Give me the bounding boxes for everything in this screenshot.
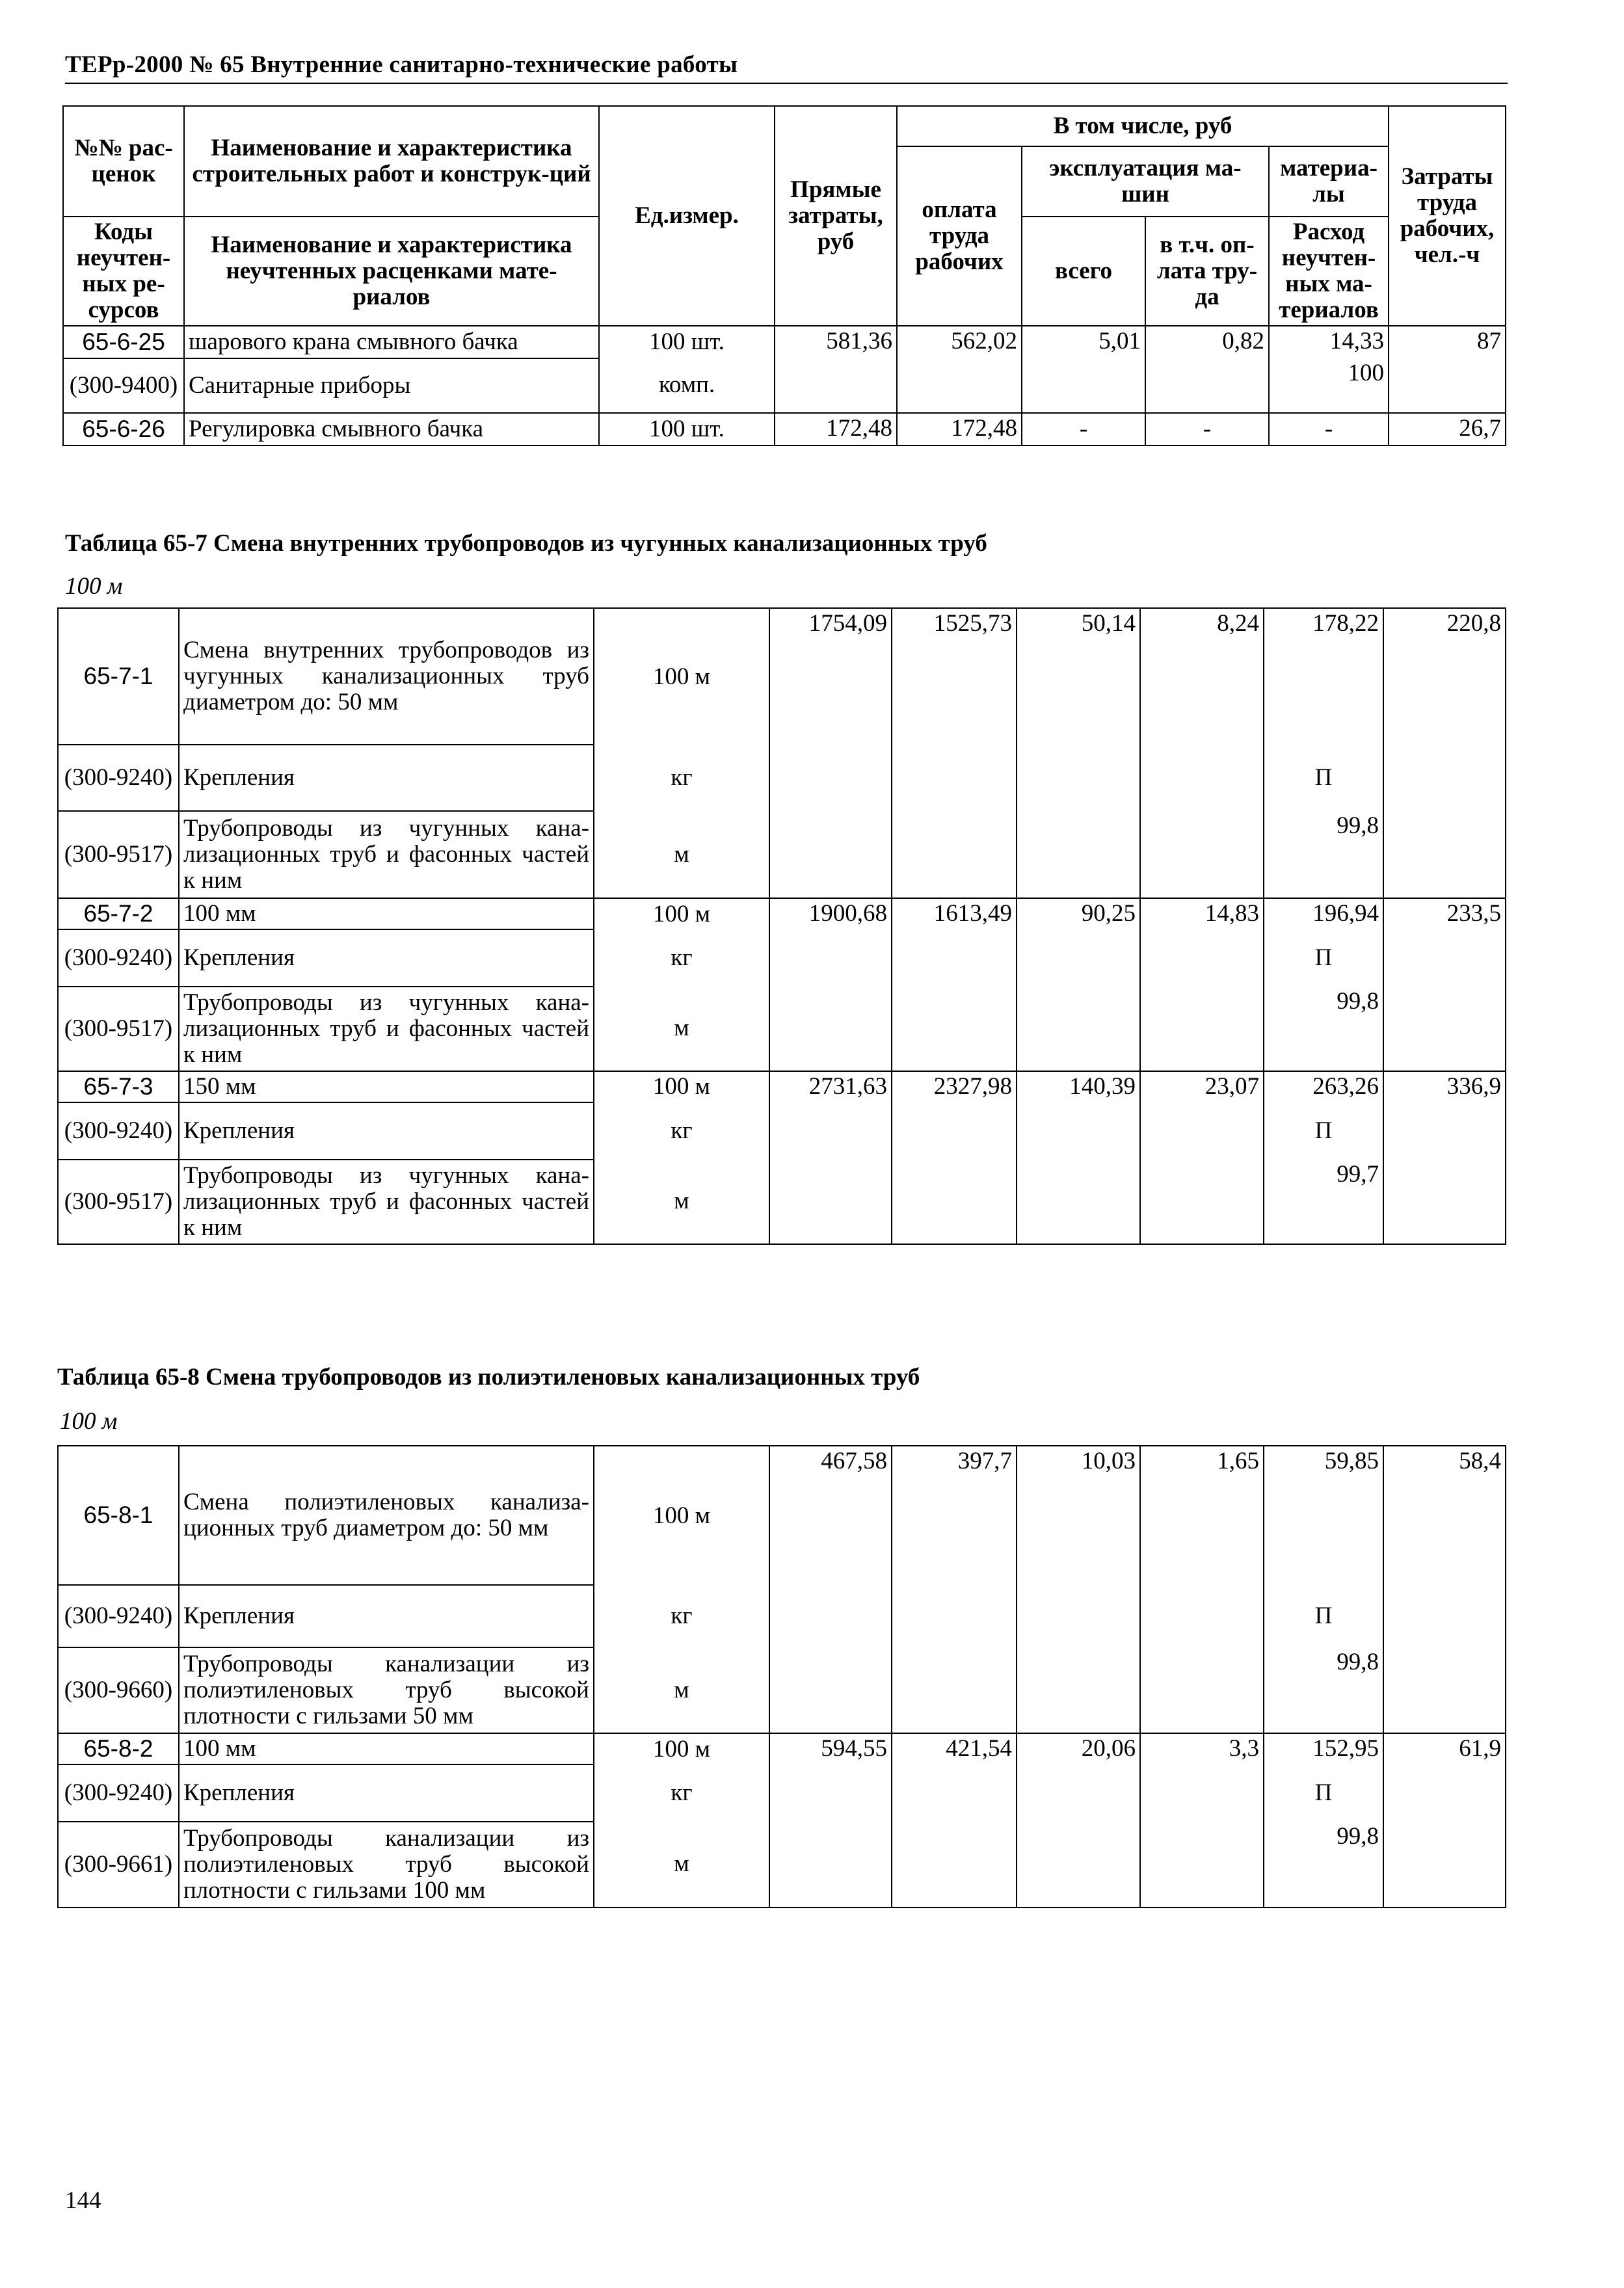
cell-wages: 397,7 xyxy=(892,1446,1017,1585)
table-row xyxy=(58,1822,1506,1908)
cell-labor: 233,5 xyxy=(1383,898,1506,929)
cell-mat: П xyxy=(1264,1764,1383,1822)
cell-machw: - xyxy=(1145,413,1269,446)
header-wages: оплата труда рабочих xyxy=(897,146,1022,326)
table-row xyxy=(58,929,1506,987)
table-row xyxy=(58,745,1506,811)
cell-unit: 100 шт. xyxy=(599,326,775,358)
cell-wages xyxy=(892,1160,1017,1244)
page-number: 144 xyxy=(65,2187,101,2214)
cell-name: Трубопроводы из чугунных кана-лизационных труб и фасонных частей к ним xyxy=(179,811,594,898)
cell-unit: комп. xyxy=(599,358,775,413)
cell-wages xyxy=(892,811,1017,898)
cell-name: Регулировка смывного бачка xyxy=(184,413,599,446)
table-caption-65-7: Таблица 65-7 Смена внутренних трубопроводов из чугунных канализационных труб xyxy=(65,530,987,557)
cell-name: Трубопроводы канализации из полиэтиленовых труб высокой плотности с гильзами 100 мм xyxy=(179,1822,594,1908)
cell-mach: 10,03 xyxy=(1017,1446,1140,1585)
cell-machw: 23,07 xyxy=(1140,1071,1264,1102)
cell-unit: 100 м xyxy=(594,608,769,745)
cell-machw: 3,3 xyxy=(1140,1733,1264,1764)
cell-mach: 50,14 xyxy=(1017,608,1140,745)
header-code: №№ рас-ценок xyxy=(63,106,184,217)
cell-unit: 100 шт. xyxy=(599,413,775,446)
cell-name: 100 мм xyxy=(179,1733,594,1764)
cell-labor xyxy=(1383,1585,1506,1647)
cell-machw xyxy=(1140,1647,1264,1733)
cell-direct xyxy=(769,811,892,898)
cell-code: (300-9517) xyxy=(58,987,179,1071)
cell-code: (300-9517) xyxy=(58,811,179,898)
cell-direct xyxy=(769,1647,892,1733)
table-row xyxy=(58,811,1506,898)
rates-table-65-8 xyxy=(57,1445,1506,1908)
cell-direct xyxy=(769,1585,892,1647)
cell-name: Трубопроводы канализации из полиэтиленовых труб высокой плотности с гильзами 50 мм xyxy=(179,1647,594,1733)
cell-name: Крепления xyxy=(179,1764,594,1822)
cell-mat: 178,22 xyxy=(1264,608,1383,745)
cell-mat: 152,95 xyxy=(1264,1733,1383,1764)
cell-mat: 59,85 xyxy=(1264,1446,1383,1585)
table-row xyxy=(63,358,1506,413)
table-row xyxy=(58,1446,1506,1585)
cell-machw: 0,82 xyxy=(1145,326,1269,358)
header-direct-costs: Прямые затраты, руб xyxy=(775,106,897,326)
table-row xyxy=(58,1160,1506,1244)
cell-direct: 594,55 xyxy=(769,1733,892,1764)
cell-name: Смена полиэтиленовых канализа-ционных труб диаметром до: 50 мм xyxy=(179,1446,594,1585)
cell-mat: 196,94 xyxy=(1264,898,1383,929)
table-caption-65-8: Таблица 65-8 Смена трубопроводов из полиэтиленовых канализационных труб xyxy=(57,1364,920,1390)
cell-labor xyxy=(1383,1764,1506,1822)
cell-direct: 2731,63 xyxy=(769,1071,892,1102)
cell-machw xyxy=(1140,987,1264,1071)
cell-code: 65-7-1 xyxy=(58,608,179,745)
cell-direct: 581,36 xyxy=(775,326,897,358)
cell-machw xyxy=(1140,1585,1264,1647)
cell-unit: 100 м xyxy=(594,1071,769,1102)
cell-name: Крепления xyxy=(179,745,594,811)
cell-direct xyxy=(769,1102,892,1160)
cell-direct xyxy=(775,358,897,413)
cell-mat: 100 xyxy=(1269,358,1389,413)
cell-direct xyxy=(769,745,892,811)
cell-code: 65-7-2 xyxy=(58,898,179,929)
cell-mach xyxy=(1017,1647,1140,1733)
cell-wages xyxy=(892,745,1017,811)
cell-unit: 100 м xyxy=(594,1446,769,1585)
cell-mat: 99,7 xyxy=(1264,1160,1383,1244)
header-machines-wages: в т.ч. оп-лата тру-да xyxy=(1145,217,1269,326)
cell-mat: П xyxy=(1264,1102,1383,1160)
page-title: ТЕРр-2000 № 65 Внутренние санитарно-технические работы xyxy=(65,51,1508,84)
cell-name: Трубопроводы из чугунных кана-лизационных труб и фасонных частей к ним xyxy=(179,987,594,1071)
cell-machw: 14,83 xyxy=(1140,898,1264,929)
cell-mat: 99,8 xyxy=(1264,1822,1383,1908)
cell-machw xyxy=(1140,811,1264,898)
table-row xyxy=(58,1733,1506,1764)
cell-mach: 20,06 xyxy=(1017,1733,1140,1764)
cell-direct xyxy=(769,987,892,1071)
header-unaccounted-materials: Расход неучтен-ных ма-териалов xyxy=(1269,217,1389,326)
cell-labor: 26,7 xyxy=(1389,413,1506,446)
cell-labor xyxy=(1389,358,1506,413)
cell-labor: 58,4 xyxy=(1383,1446,1506,1585)
cell-labor: 87 xyxy=(1389,326,1506,358)
cell-direct xyxy=(769,1822,892,1908)
cell-mach: 140,39 xyxy=(1017,1071,1140,1102)
cell-mat: П xyxy=(1264,1585,1383,1647)
table-row xyxy=(58,898,1506,929)
cell-name: Крепления xyxy=(179,1585,594,1647)
table-unit-65-7: 100 м xyxy=(65,573,123,600)
header-resource-name: Наименование и характеристика неучтенных расценками мате-риалов xyxy=(184,217,599,326)
cell-mat: 14,33 xyxy=(1269,326,1389,358)
table-row xyxy=(58,1585,1506,1647)
header-machines-total: всего xyxy=(1022,217,1145,326)
table-row xyxy=(58,608,1506,745)
cell-wages: 1525,73 xyxy=(892,608,1017,745)
cell-labor xyxy=(1383,1822,1506,1908)
cell-name: Крепления xyxy=(179,1102,594,1160)
cell-wages xyxy=(892,1102,1017,1160)
header-unit: Ед.измер. xyxy=(599,106,775,326)
cell-labor xyxy=(1383,1160,1506,1244)
table-row xyxy=(58,987,1506,1071)
table-row xyxy=(58,1647,1506,1733)
cell-labor: 220,8 xyxy=(1383,608,1506,745)
cell-labor: 336,9 xyxy=(1383,1071,1506,1102)
cell-mach xyxy=(1017,1160,1140,1244)
cell-name: Санитарные приборы xyxy=(184,358,599,413)
cell-mat: П xyxy=(1264,745,1383,811)
cell-wages: 2327,98 xyxy=(892,1071,1017,1102)
cell-unit: кг xyxy=(594,929,769,987)
cell-wages xyxy=(897,358,1022,413)
cell-name: 150 мм xyxy=(179,1071,594,1102)
cell-wages xyxy=(892,1764,1017,1822)
cell-wages: 562,02 xyxy=(897,326,1022,358)
cell-name: шарового крана смывного бачка xyxy=(184,326,599,358)
cell-code: 65-6-25 xyxy=(63,326,184,358)
cell-unit: кг xyxy=(594,1764,769,1822)
rates-table-65-6 xyxy=(62,105,1506,446)
cell-machw xyxy=(1140,1822,1264,1908)
cell-mat: 99,8 xyxy=(1264,1647,1383,1733)
cell-unit: м xyxy=(594,1647,769,1733)
cell-mach xyxy=(1017,745,1140,811)
cell-mach: - xyxy=(1022,413,1145,446)
cell-direct: 1754,09 xyxy=(769,608,892,745)
header-resource-code: Коды неучтен-ных ре-сурсов xyxy=(63,217,184,326)
cell-name: 100 мм xyxy=(179,898,594,929)
header-name: Наименование и характеристика строительных работ и конструк-ций xyxy=(184,106,599,217)
cell-name: Трубопроводы из чугунных кана-лизационных труб и фасонных частей к ним xyxy=(179,1160,594,1244)
table-row xyxy=(58,1764,1506,1822)
cell-direct: 172,48 xyxy=(775,413,897,446)
cell-unit: кг xyxy=(594,745,769,811)
cell-direct: 467,58 xyxy=(769,1446,892,1585)
cell-labor xyxy=(1383,745,1506,811)
cell-mat: - xyxy=(1269,413,1389,446)
cell-direct xyxy=(769,1764,892,1822)
cell-unit: кг xyxy=(594,1102,769,1160)
cell-code: (300-9240) xyxy=(58,929,179,987)
cell-labor xyxy=(1383,1102,1506,1160)
cell-name: Крепления xyxy=(179,929,594,987)
table-row xyxy=(63,413,1506,446)
cell-unit: м xyxy=(594,1160,769,1244)
cell-code: (300-9517) xyxy=(58,1160,179,1244)
table-unit-65-8: 100 м xyxy=(60,1408,118,1435)
cell-code: 65-8-2 xyxy=(58,1733,179,1764)
cell-wages xyxy=(892,1647,1017,1733)
cell-code: (300-9400) xyxy=(63,358,184,413)
cell-machw xyxy=(1140,745,1264,811)
cell-mach xyxy=(1017,1585,1140,1647)
cell-machw xyxy=(1140,1102,1264,1160)
cell-code: 65-8-1 xyxy=(58,1446,179,1585)
cell-unit: кг xyxy=(594,1585,769,1647)
cell-unit: м xyxy=(594,1822,769,1908)
rates-table-65-7 xyxy=(57,607,1506,1245)
cell-machw: 1,65 xyxy=(1140,1446,1264,1585)
cell-mat: 99,8 xyxy=(1264,811,1383,898)
cell-unit: м xyxy=(594,987,769,1071)
cell-code: 65-6-26 xyxy=(63,413,184,446)
cell-machw xyxy=(1140,1160,1264,1244)
cell-mach xyxy=(1017,1764,1140,1822)
cell-labor xyxy=(1383,929,1506,987)
cell-direct: 1900,68 xyxy=(769,898,892,929)
cell-labor xyxy=(1383,811,1506,898)
cell-direct xyxy=(769,1160,892,1244)
cell-mat: 263,26 xyxy=(1264,1071,1383,1102)
cell-code: (300-9240) xyxy=(58,745,179,811)
cell-code: (300-9240) xyxy=(58,1102,179,1160)
cell-mach xyxy=(1017,1102,1140,1160)
cell-mach xyxy=(1017,987,1140,1071)
cell-labor xyxy=(1383,987,1506,1071)
cell-machw: 8,24 xyxy=(1140,608,1264,745)
cell-code: (300-9660) xyxy=(58,1647,179,1733)
cell-labor xyxy=(1383,1647,1506,1733)
cell-wages: 1613,49 xyxy=(892,898,1017,929)
cell-mach xyxy=(1017,1822,1140,1908)
cell-code: (300-9240) xyxy=(58,1764,179,1822)
table-row xyxy=(58,1071,1506,1102)
cell-wages xyxy=(892,1822,1017,1908)
header-including: В том числе, руб xyxy=(897,106,1389,146)
cell-mach xyxy=(1017,929,1140,987)
cell-wages: 172,48 xyxy=(897,413,1022,446)
header-machines: эксплуатация ма-шин xyxy=(1022,146,1269,217)
cell-unit: 100 м xyxy=(594,898,769,929)
cell-wages xyxy=(892,929,1017,987)
cell-unit: 100 м xyxy=(594,1733,769,1764)
cell-code: 65-7-3 xyxy=(58,1071,179,1102)
cell-mach: 90,25 xyxy=(1017,898,1140,929)
cell-mat: 99,8 xyxy=(1264,987,1383,1071)
cell-wages xyxy=(892,1585,1017,1647)
cell-labor: 61,9 xyxy=(1383,1733,1506,1764)
cell-mach xyxy=(1022,358,1145,413)
cell-name: Смена внутренних трубопроводов из чугунных канализационных труб диаметром до: 50 мм xyxy=(179,608,594,745)
cell-machw xyxy=(1140,929,1264,987)
cell-mat: П xyxy=(1264,929,1383,987)
header-materials: материа-лы xyxy=(1269,146,1389,217)
cell-unit: м xyxy=(594,811,769,898)
cell-direct xyxy=(769,929,892,987)
table-row xyxy=(58,1102,1506,1160)
cell-code: (300-9240) xyxy=(58,1585,179,1647)
cell-mach: 5,01 xyxy=(1022,326,1145,358)
cell-code: (300-9661) xyxy=(58,1822,179,1908)
header-labor: Затраты труда рабочих, чел.-ч xyxy=(1389,106,1506,326)
cell-wages xyxy=(892,987,1017,1071)
cell-mach xyxy=(1017,811,1140,898)
cell-wages: 421,54 xyxy=(892,1733,1017,1764)
table-row xyxy=(63,326,1506,358)
cell-machw xyxy=(1140,1764,1264,1822)
cell-machw xyxy=(1145,358,1269,413)
